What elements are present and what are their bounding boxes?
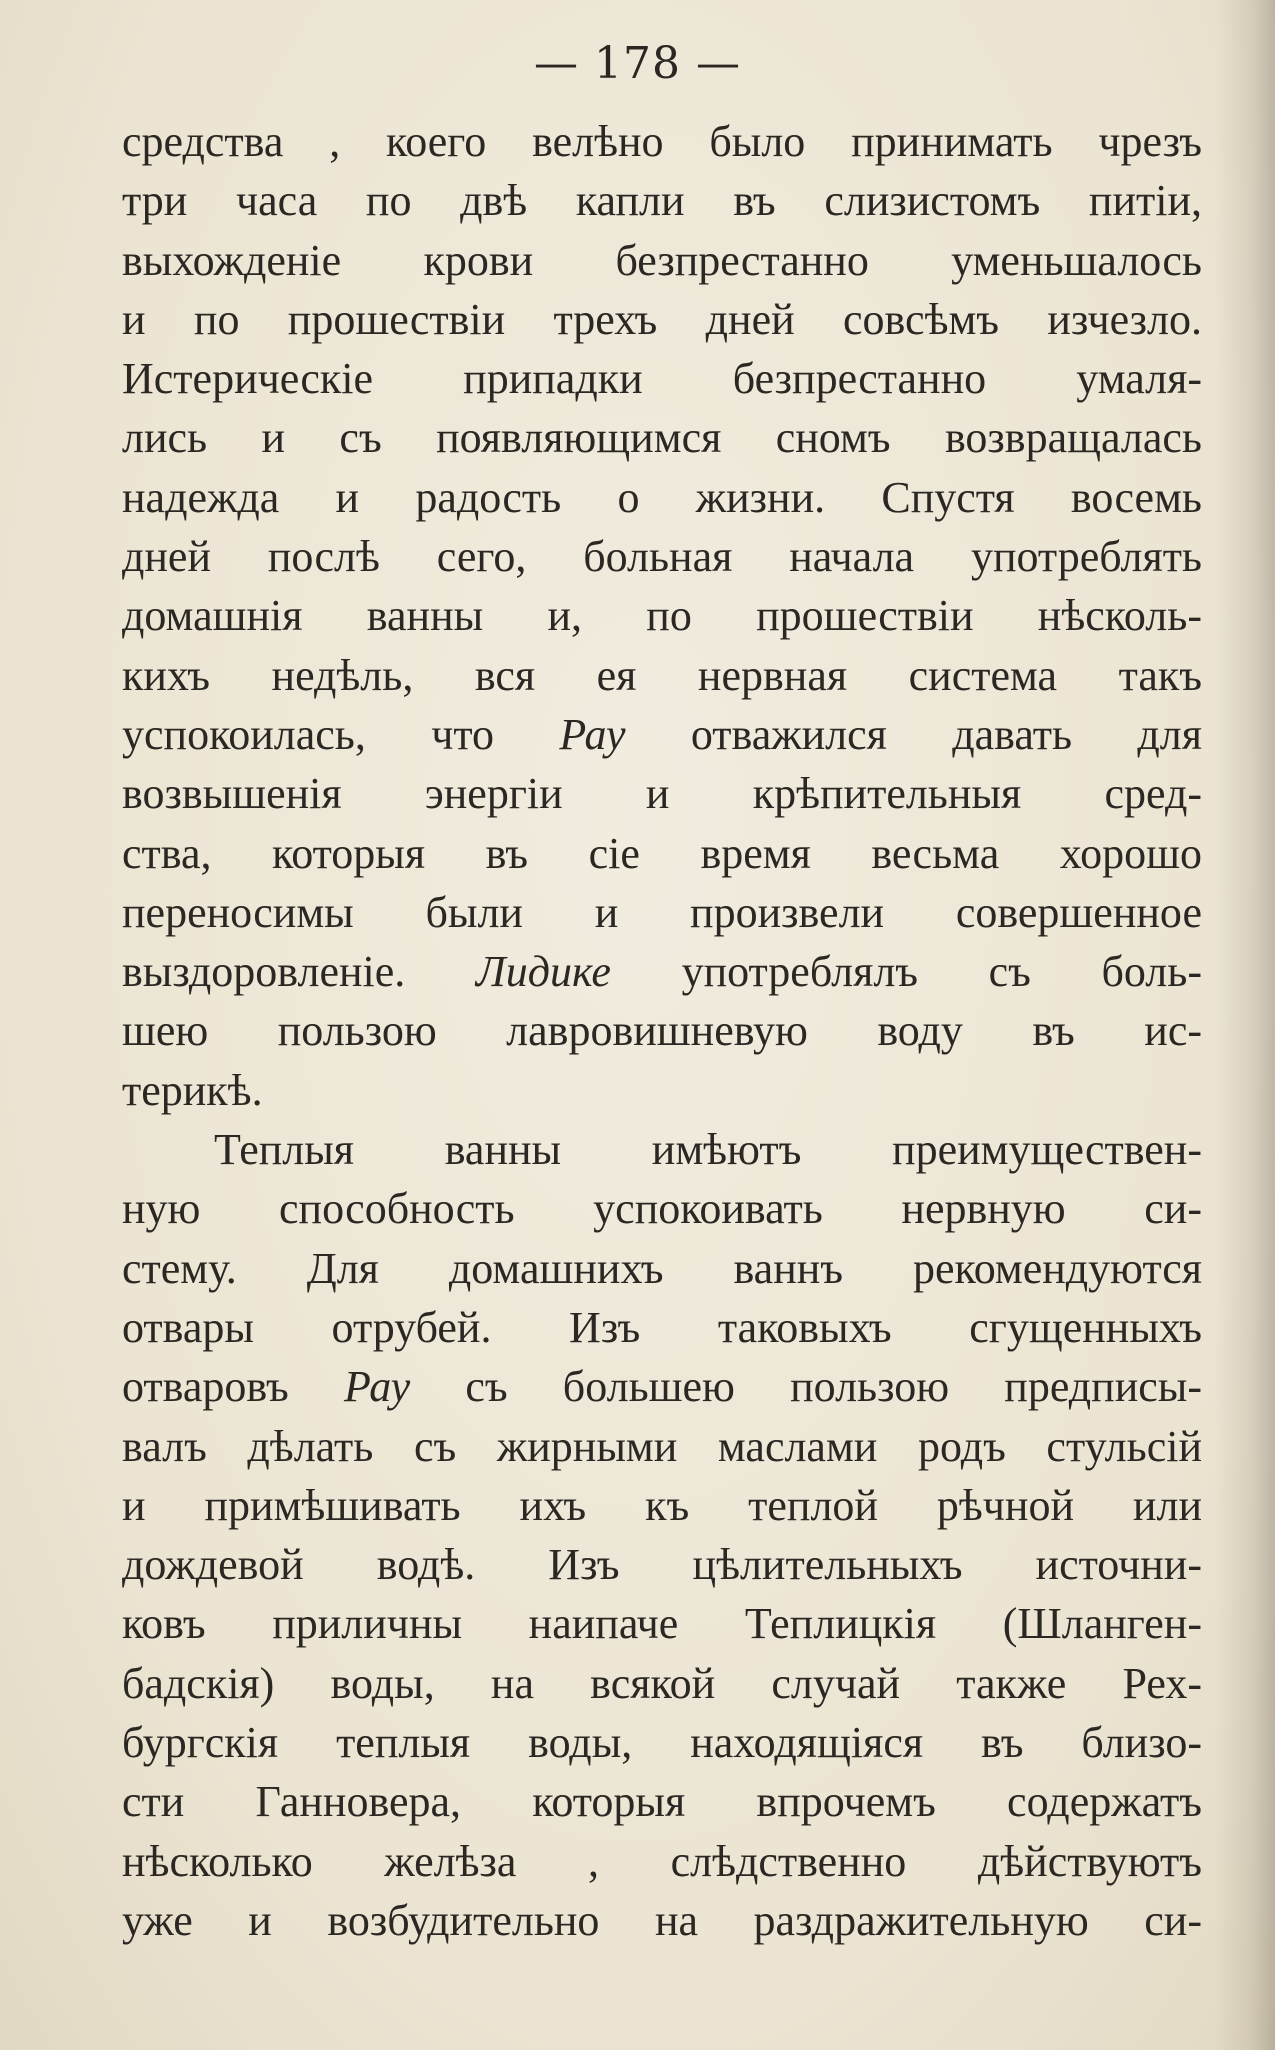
text-line: Истерическіе припадки безпрестанно умаля- [122,354,1202,404]
text-line: отвары отрубей. Изъ таковыхъ сгущенныхъ [122,1302,1202,1352]
text-line: бургскія теплыя воды, находящіяся въ близо- [122,1718,1202,1768]
text-line: кихъ недѣль, вся ея нервная система такъ [122,650,1202,700]
text-line: нѣсколько желѣза , слѣдственно дѣйствуютъ [122,1836,1202,1886]
author-name: Рау [344,1362,411,1412]
page-number: — 178 — [534,38,741,89]
paragraph-start: Теплыя ванны имѣютъ преимуществен- [214,1125,1202,1175]
text-line: ства, которыя въ сіе время весьма хорошо [122,828,1202,878]
text-line: отваровъ Рау съ большею пользою предписы- [122,1362,1202,1412]
text-line: выздоровленіе. Лидике употреблялъ съ боль- [122,947,1202,997]
text-line: и примѣшивать ихъ къ теплой рѣчной или [122,1480,1202,1530]
author-name: Рау [559,709,626,759]
text-line: выхожденіе крови безпрестанно уменьшалось [122,235,1202,285]
text-line: домашнія ванны и, по прошествіи нѣсколь- [122,591,1202,641]
text-line: надежда и радость о жизни. Спустя восемь [122,472,1202,522]
text-line: ковъ приличны наипаче Теплицкія (Шланген- [122,1599,1202,1649]
text-line: дождевой водѣ. Изъ цѣлительныхъ источни- [122,1540,1202,1590]
text-line: бадскія) воды, на всякой случай также Рех- [122,1658,1202,1708]
text-line: три часа по двѣ капли въ слизистомъ питіи, [122,176,1202,226]
text-line: терикѣ. [122,1065,263,1115]
text-line: стему. Для домашнихъ ваннъ рекомендуются [122,1243,1202,1293]
text-line: ную способность успокоивать нервную си- [122,1184,1202,1234]
text-line: возвышенія энергіи и крѣпительныя сред- [122,769,1202,819]
body-text [122,112,1202,1950]
text-line: средства , коего велѣно было принимать чрезъ [122,117,1202,166]
author-name: Лидике [475,947,611,997]
text-line: успокоилась, что Рау отважился давать для [122,709,1202,759]
text-line: переносимы были и произвели совершенное [122,887,1202,937]
text-line: и по прошествіи трехъ дней совсѣмъ изчезло. [122,294,1202,344]
text-line: дней послѣ сего, больная начала употреблять [122,532,1202,582]
text-line: шею пользою лавровишневую воду въ ис- [122,1006,1202,1056]
binding-shadow [1215,0,1275,2050]
text-line: уже и возбудительно на раздражительную си- [122,1895,1202,1945]
text-line: сти Ганновера, которыя впрочемъ содержатъ [122,1777,1202,1827]
text-line: валъ дѣлать съ жирными маслами родъ стульсій [122,1421,1202,1471]
text-line: лись и съ появляющимся сномъ возвращалась [122,413,1202,463]
